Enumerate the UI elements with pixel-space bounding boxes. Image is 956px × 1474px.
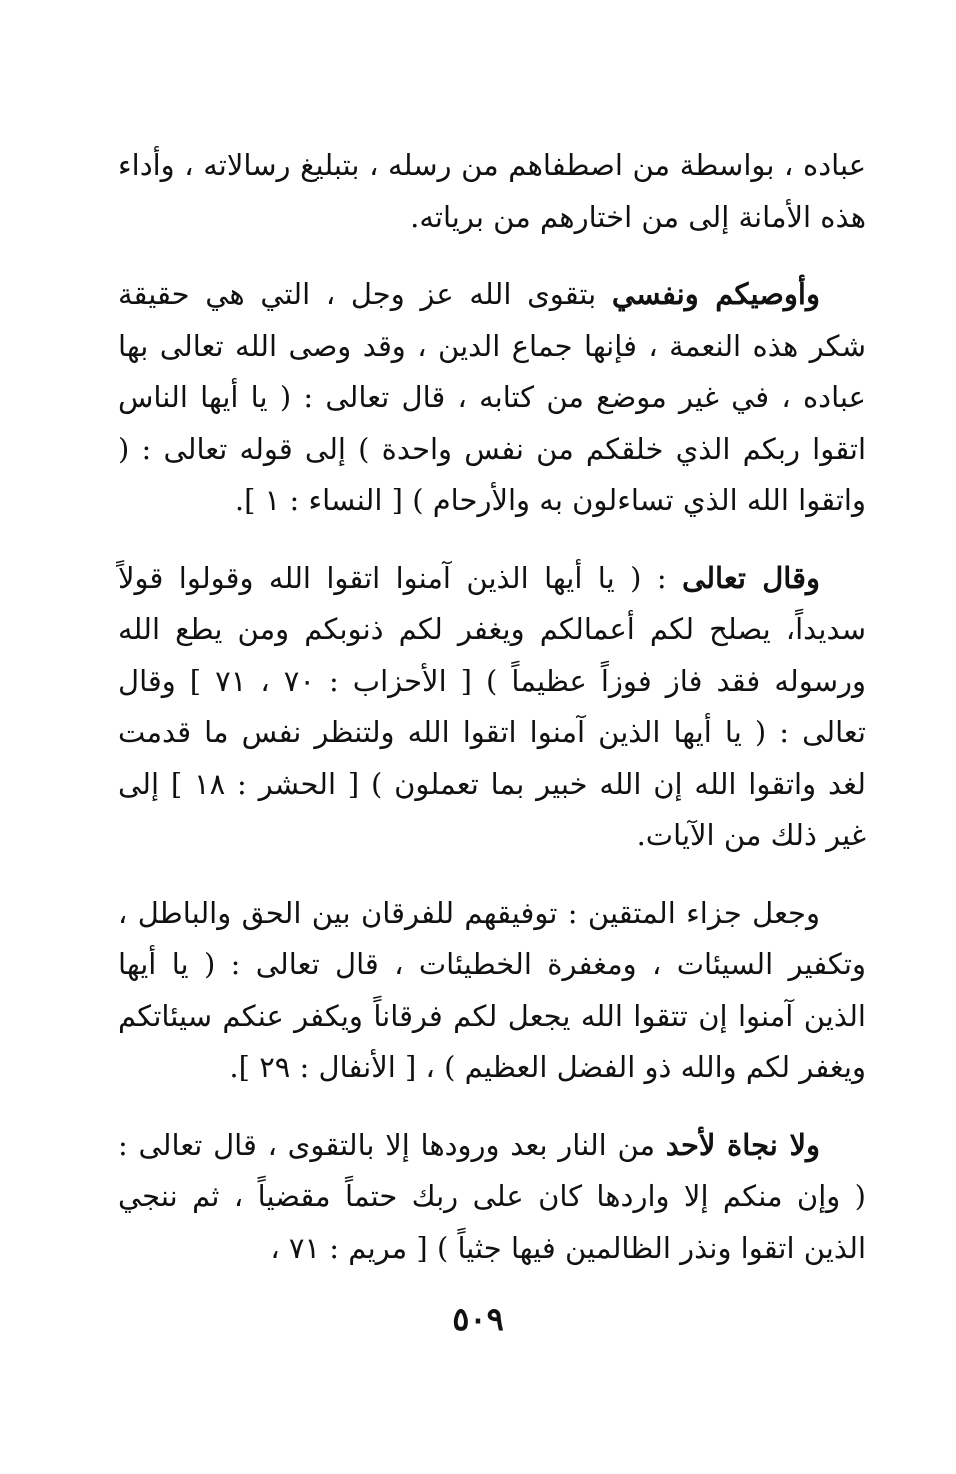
paragraph-1 bbox=[118, 140, 866, 243]
paragraph-2-lead: وأوصيكم ونفسي bbox=[611, 277, 820, 311]
paragraph-3-lead: وقال تعالى bbox=[682, 560, 820, 595]
paragraph-2 bbox=[118, 269, 866, 527]
paragraph-5-lead: ولا نجاة لأحد bbox=[665, 1127, 820, 1162]
paragraph-3 bbox=[118, 553, 866, 862]
paragraph-3-text: : ( يا أيها الذين آمنوا اتقوا الله وقولوا قولاً سديداً، يصلح لكم أعمالكم ويغفر لكم ذنوبكم ومن يطع الله ورسوله فقد فاز فوزاً عظيماً ) [ الأحزاب : ٧٠ ، ٧١ ] وقال تعالى : ( يا أيها الذين آمنوا اتقوا الله ولتنظر نفس ما قدمت لغد واتقوا الله إن الله خبير بما تعملون ) [ الحشر : ١٨ ] إلى غير ذلك من الآيات. bbox=[118, 560, 867, 852]
paragraph-2-text: بتقوى الله عز وجل ، التي هي حقيقة شكر هذه النعمة ، فإنها جماع الدين ، وقد وصى الله تعالى بها عباده ، في غير موضع من كتابه ، قال تعالى : ( يا أيها الناس اتقوا ربكم الذي خلقكم من نفس واحدة ) إلى قوله تعالى : ( واتقوا الله الذي تساءلون به والأرحام ) [ النساء : ١ ]. bbox=[118, 277, 866, 517]
paragraph-1-text: عباده ، بواسطة من اصطفاهم من رسله ، بتبليغ رسالاته ، وأداء هذه الأمانة إلى من اختارهم من برياته. bbox=[118, 148, 866, 234]
body-text bbox=[118, 140, 866, 1296]
paragraph-5 bbox=[118, 1120, 866, 1275]
paragraph-4 bbox=[118, 888, 866, 1094]
paragraph-4-text: وجعل جزاء المتقين : توفيقهم للفرقان بين الحق والباطل ، وتكفير السيئات ، ومغفرة الخطيئات ، قال تعالى : ( يا أيها الذين آمنوا إن تتقوا الله يجعل لكم فرقاناً ويكفر عنكم سيئاتكم ويغفر لكم والله ذو الفضل العظيم ) ، [ الأنفال : ٢٩ ]. bbox=[118, 895, 866, 1084]
page-number: ٥٠٩ bbox=[452, 1300, 504, 1338]
paragraph-5-text: من النار بعد ورودها إلا بالتقوى ، قال تعالى : ( وإن منكم إلا واردها كان على ربك حتماً مقضياً ، ثم ننجي الذين اتقوا ونذر الظالمين فيها جثياً ) [ مريم : ٧١ ، bbox=[118, 1127, 866, 1265]
